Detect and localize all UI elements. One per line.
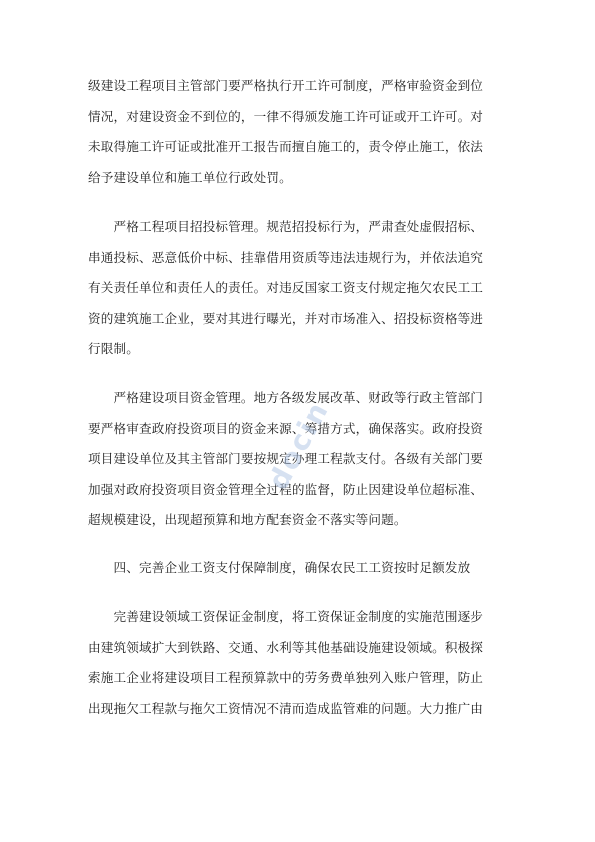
text-line: 串通投标、恶意低价中标、挂靠借用资质等违法违规行为，并依法追究: [88, 249, 484, 265]
text-line: 完善建设领域工资保证金制度，将工资保证金制度的实施范围逐步: [88, 609, 484, 624]
text-line: 要严格审查政府投资项目的资金来源、筹措方式，确保落实。政府投资: [88, 420, 484, 436]
text-line: 严格工程项目招投标管理。规范招投标行为，严肃查处虚假招标、: [88, 219, 484, 234]
text-line: 给予建设单位和施工单位行政处罚。: [88, 169, 292, 185]
paragraph-bidding-management: [88, 212, 508, 365]
text-line: 行限制。: [88, 341, 139, 356]
text-line: 由建筑领域扩大到铁路、交通、水利等其他基础设施建设领域。积极探: [88, 639, 484, 655]
text-line: 超规模建设，出现超预算和地方配套资金不落实等问题。: [88, 512, 407, 527]
text-line: 出现拖欠工程款与拖欠工资情况不清而造成监管难的问题。大力推广由: [88, 700, 484, 716]
section-heading: [88, 553, 508, 584]
text-line: 未取得施工许可证或批准开工报告而擅自施工的，责令停止施工，依法: [88, 139, 484, 154]
text-line: 项目建设单位及其主管部门要按规定办理工程款支付。各级有关部门要: [88, 451, 484, 466]
text-line: 严格建设项目资金管理。地方各级发展改革、财政等行政主管部门: [88, 390, 484, 405]
text-line: 索施工企业将建设项目工程预算款中的劳务费单独列入账户管理，防止: [88, 670, 484, 685]
text-line: 资的建筑施工企业，要对其进行曝光，并对市场准入、招投标资格等进: [88, 310, 484, 326]
text-line: 加强对政府投资项目资金管理全过程的监督，防止因建设单位超标准、: [88, 481, 484, 497]
paragraph-construction-permit: [88, 71, 508, 193]
text-line: 级建设工程项目主管部门要严格执行开工许可制度，严格审验资金到位: [88, 78, 484, 93]
paragraph-wage-guarantee: [88, 602, 508, 724]
text-line: 四、完善企业工资支付保障制度，确保农民工工资按时足额发放: [88, 560, 471, 575]
watermark-text: docin: [261, 395, 335, 495]
text-line: 情况，对建设资金不到位的，一律不得颁发施工许可证或开工许可。对: [88, 108, 484, 124]
text-line: 有关责任单位和责任人的责任。对违反国家工资支付规定拖欠农民工工: [88, 280, 484, 295]
